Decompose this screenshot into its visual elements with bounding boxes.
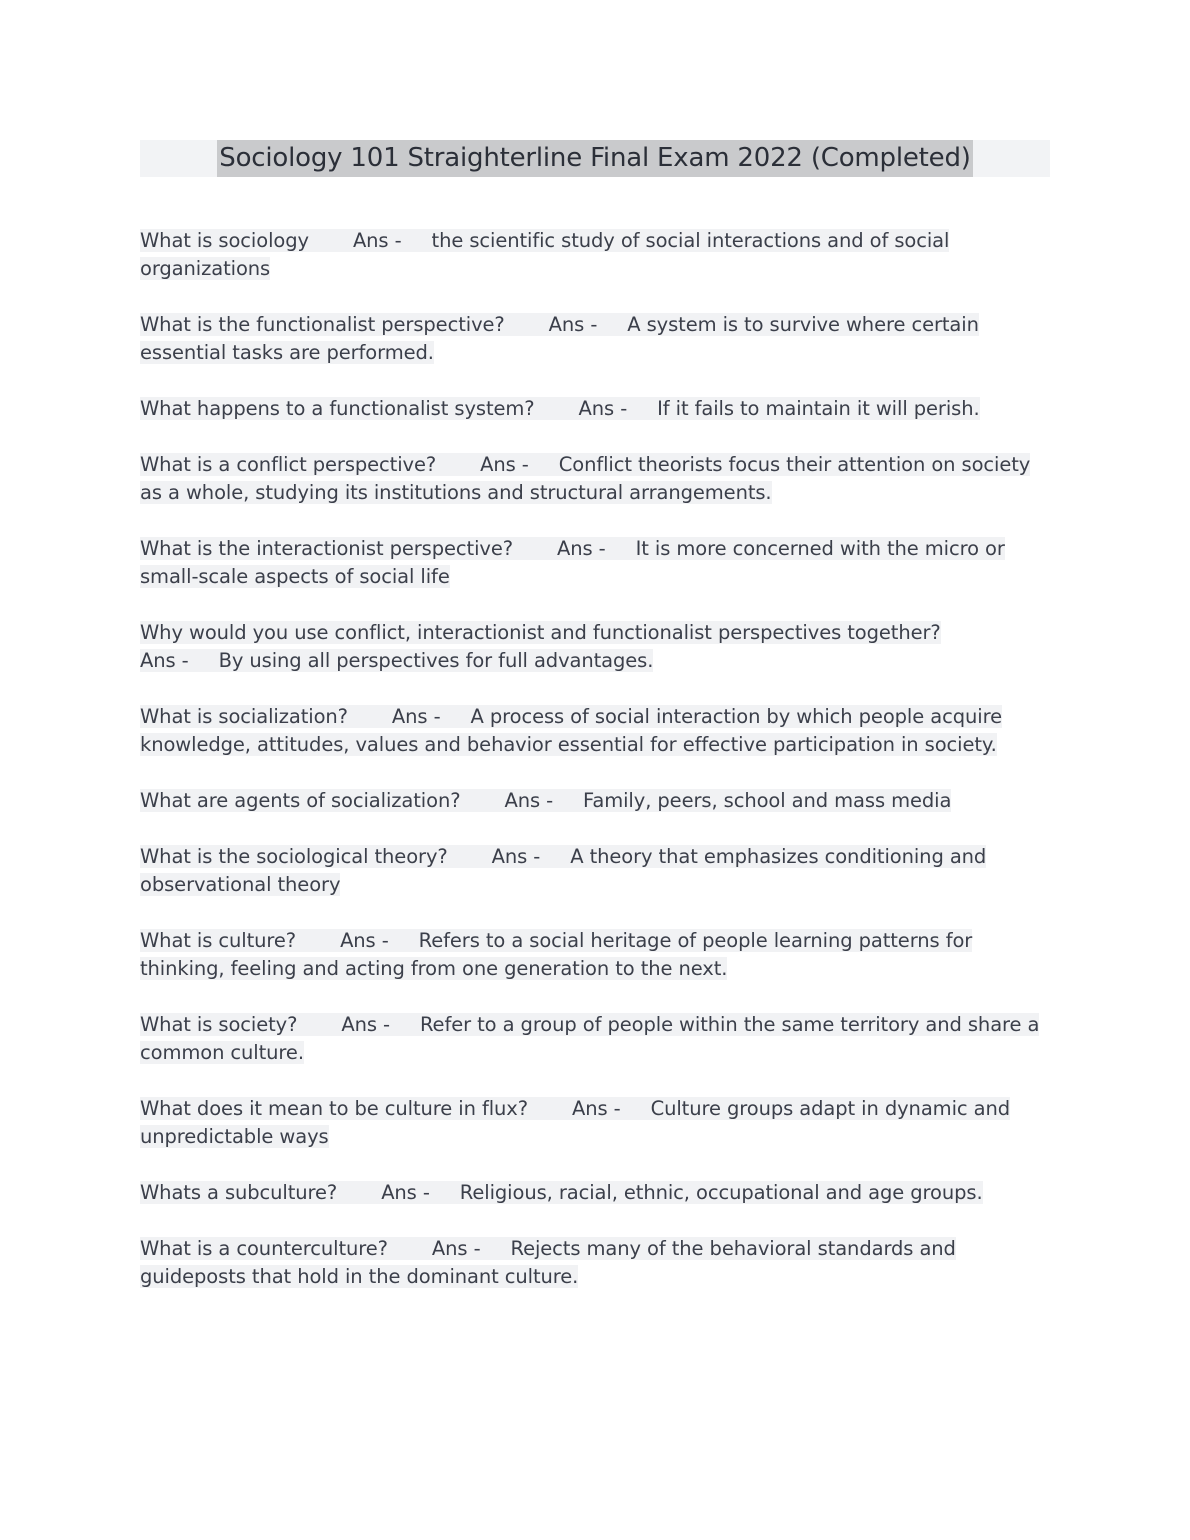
question-text: What is the interactionist perspective? [140, 537, 513, 560]
answer-text: If it fails to maintain it will perish. [657, 397, 980, 420]
qa-item [140, 843, 1050, 899]
answer-label: Ans - [557, 537, 606, 560]
answer-label: Ans - [548, 313, 598, 336]
question-text: What is the functionalist perspective? [140, 313, 505, 336]
answer-text: Religious, racial, ethnic, occupational and age groups. [459, 1181, 983, 1204]
question-text: What is sociology [140, 229, 309, 252]
answer-label: Ans - [352, 229, 402, 252]
answer-label: Ans - [491, 845, 541, 868]
answer-text: A theory that emphasizes conditioning and observational theory [140, 845, 987, 896]
question-text: What happens to a functionalist system? [140, 397, 535, 420]
question-text: Why would you use conflict, interactionist and functionalist perspectives together? [140, 621, 941, 644]
qa-item [140, 787, 1050, 815]
answer-label: Ans - [578, 397, 628, 420]
qa-item [140, 535, 1050, 591]
qa-item [140, 619, 1050, 675]
answer-label: Ans - [480, 453, 529, 476]
document-title: Sociology 101 Straighterline Final Exam 2022 (Completed) [217, 140, 972, 177]
qa-item [140, 227, 1050, 283]
qa-item [140, 1095, 1050, 1151]
answer-text: Conflict theorists focus their attention on society as a whole, studying its institutions and structural arrangements. [140, 453, 1031, 504]
qa-item [140, 703, 1050, 759]
question-text: Whats a subculture? [140, 1181, 338, 1204]
answer-label: Ans - [341, 1013, 390, 1036]
question-text: What is culture? [140, 929, 297, 952]
question-text: What are agents of socialization? [140, 789, 461, 812]
qa-item [140, 451, 1050, 507]
qa-item [140, 927, 1050, 983]
qa-item [140, 311, 1050, 367]
answer-text: By using all perspectives for full advantages. [218, 649, 654, 672]
answer-label: Ans - [340, 929, 389, 952]
qa-item [140, 1235, 1050, 1291]
qa-item [140, 1011, 1050, 1067]
title-bar [140, 140, 1050, 177]
answer-label: Ans - [140, 649, 189, 672]
answer-text: Refers to a social heritage of people learning patterns for thinking, feeling and acting from one generation to the next. [140, 929, 973, 980]
question-text: What is a conflict perspective? [140, 453, 437, 476]
question-text: What is a counterculture? [140, 1237, 388, 1260]
qa-item [140, 1179, 1050, 1207]
answer-text: A system is to survive where certain essential tasks are performed. [140, 313, 979, 364]
qa-item [140, 395, 1050, 423]
answer-label: Ans - [391, 705, 441, 728]
answer-text: Refer to a group of people within the same territory and share a common culture. [140, 1013, 1040, 1064]
answer-label: Ans - [504, 789, 554, 812]
question-text: What is society? [140, 1013, 298, 1036]
question-text: What is the sociological theory? [140, 845, 448, 868]
document-page [140, 140, 1050, 1319]
question-text: What is socialization? [140, 705, 348, 728]
answer-text: Family, peers, school and mass media [583, 789, 952, 812]
answer-text: A process of social interaction by which people acquire knowledge, attitudes, values and behavior essential for effective participation in society. [140, 705, 1002, 756]
answer-label: Ans - [381, 1181, 430, 1204]
answer-label: Ans - [431, 1237, 481, 1260]
answer-text: Rejects many of the behavioral standards and guideposts that hold in the dominant culture. [140, 1237, 956, 1288]
answer-text: the scientific study of social interactions and of social organizations [140, 229, 950, 280]
answer-label: Ans - [572, 1097, 621, 1120]
question-text: What does it mean to be culture in flux? [140, 1097, 528, 1120]
answer-text: It is more concerned with the micro or small-scale aspects of social life [140, 537, 1005, 588]
answer-text: Culture groups adapt in dynamic and unpredictable ways [140, 1097, 1010, 1148]
